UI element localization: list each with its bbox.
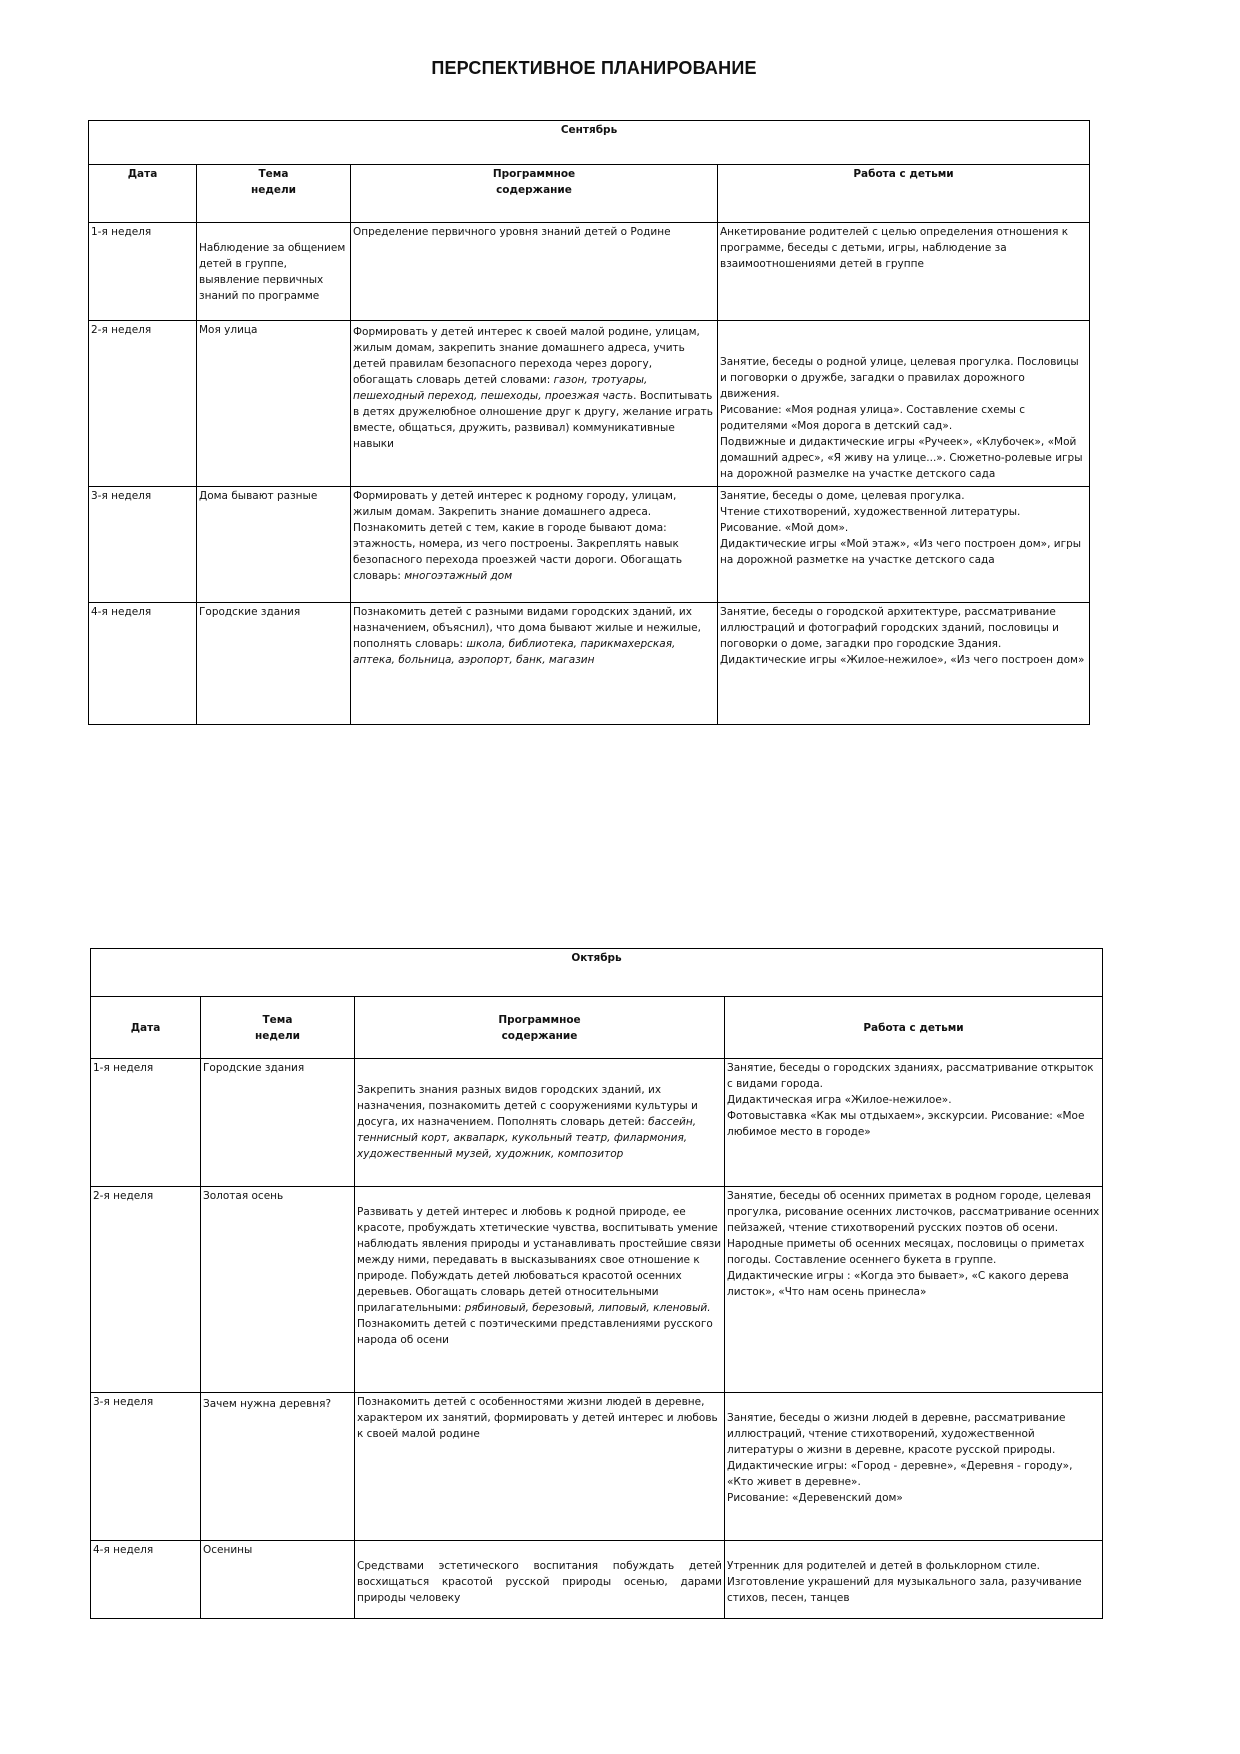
column-header-theme: Тема недели	[201, 997, 355, 1059]
table-row	[89, 603, 1090, 725]
work-cell: Занятие, беседы о городских зданиях, рассматривание открыток с видами города. Дидактическая игра «Жилое-нежилое». Фотовыставка «Как мы отдыхаем», экскурсии. Рисование: «Мое любимое место в городе»	[725, 1059, 1103, 1187]
work-text: Утренник для родителей и детей в фольклорном стиле. Изготовление украшений для музыкального зала, разучивание стихов, песен, танцев	[727, 1560, 1082, 1604]
vocabulary-words: школа, библиотека, парикмахерская, аптека, больница, аэропорт, банк, магазин	[353, 638, 676, 666]
week-cell: 3-я неделя	[91, 1393, 201, 1541]
content-cell	[351, 487, 718, 603]
week-cell: 4-я неделя	[91, 1541, 201, 1619]
work-text: Занятие, беседы о родной улице, целевая прогулка. Пословицы и поговорки о дружбе, загадки о правилах дорожного движения. Рисование: «Моя родная улица». Составление схемы с родителями «Моя дорога в детский сад». Подвижные и дидактические игры «Ручеек», «Клубочек», «Мой домашний адрес», «Я живу на улице...». Сюжетно-ролевые игры на дорожной размелке на участке детского сада	[720, 356, 1083, 480]
work-text: Занятие, беседы о жизни людей в деревне, рассматривание иллюстраций, чтение стихотворений, художественной литературы о жизни в деревне, красоте русской природы. Дидактические игры: «Город - деревне», «Деревня - городу», «Кто живет в деревне». Рисование: «Деревенский дом»	[727, 1412, 1073, 1504]
month-header: Сентябрь	[89, 121, 1090, 165]
content-text: . Воспитывать в детях дружелюбное олношение друг к другу, желание играть вместе, общаться, дружить, развивал) коммуникативные навыки	[353, 390, 713, 450]
column-header-work: Работа с детьми	[725, 997, 1103, 1059]
content-cell	[355, 1541, 725, 1619]
content-cell	[355, 1187, 725, 1393]
vocabulary-words: многоэтажный дом	[404, 570, 513, 582]
content-cell	[351, 603, 718, 725]
content-cell	[355, 1059, 725, 1187]
table-row	[89, 487, 1090, 603]
content-cell: Определение первичного уровня знаний детей о Родине	[351, 223, 718, 321]
week-cell: 3-я неделя	[89, 487, 197, 603]
table-row	[89, 223, 1090, 321]
vocabulary-words: бассейн, теннисный корт, аквапарк, кукольный театр, филармония, художественный музей, художник, композитор	[357, 1116, 697, 1160]
work-cell: Занятие, беседы о городской архитектуре, рассматривание иллюстраций и фотографий городских зданий, пословицы и поговорки о доме, загадки про городские Здания. Дидактические игры «Жилое-нежилое», «Из чего построен дом»	[718, 603, 1090, 725]
content-text: Формировать у детей интерес к родному городу, улицам, жилым домам. Закрепить знание домашнего адреса. Познакомить детей с тем, какие в городе бывают дома: этажность, номера, из чего построены. Закреплять навык безопасного перехода проезжей части дороги. Обогащать словарь:	[353, 490, 683, 582]
content-cell: Познакомить детей с особенностями жизни людей в деревне, характером их занятий, формировать у детей интерес и любовь к своей малой родине	[355, 1393, 725, 1541]
column-header-theme: Тема недели	[197, 165, 351, 223]
theme-cell	[201, 1393, 355, 1541]
work-cell: Занятие, беседы о доме, целевая прогулка. Чтение стихотворений, художественной литературы. Рисование. «Мой дом». Дидактические игры «Мой этаж», «Из чего построен дом», игры на дорожной разметке на участке детского сада	[718, 487, 1090, 603]
content-text: Познакомить детей с поэтическими представлениями русского народа об осени	[357, 1318, 713, 1346]
theme-cell: Дома бывают разные	[197, 487, 351, 603]
october-table	[90, 948, 1103, 1619]
table-row	[91, 1393, 1103, 1541]
work-cell	[725, 1541, 1103, 1619]
work-cell	[718, 321, 1090, 487]
work-cell: Анкетирование родителей с целью определения отношения к программе, беседы с детьми, игры, наблюдение за взаимоотношениями детей в группе	[718, 223, 1090, 321]
theme-cell: Моя улица	[197, 321, 351, 487]
vocabulary-words: рябиновый, березовый, липовый, кленовый.	[464, 1302, 711, 1314]
theme-cell: Осенины	[201, 1541, 355, 1619]
content-cell	[351, 321, 718, 487]
content-text: Закрепить знания разных видов городских зданий, их назначения, познакомить детей с сооружениями культуры и досуга, их назначением. Пополнять словарь детей:	[357, 1084, 698, 1128]
september-table	[88, 120, 1090, 725]
theme-text: Зачем нужна деревня?	[203, 1398, 332, 1410]
column-header-content: Программное содержание	[351, 165, 718, 223]
vocabulary-words: газон, тротуары, пешеходный переход, пешеходы, проезжая часть	[353, 374, 648, 402]
column-header-work: Работа с детьми	[718, 165, 1090, 223]
theme-cell: Городские здания	[201, 1059, 355, 1187]
column-header-date: Дата	[91, 997, 201, 1059]
week-cell: 2-я неделя	[91, 1187, 201, 1393]
table-row	[89, 321, 1090, 487]
table-row	[91, 1541, 1103, 1619]
column-header-date: Дата	[89, 165, 197, 223]
content-text: Познакомить детей с разными видами городских зданий, их назначением, объяснил), что дома бывают жилые и нежилые, пополнять словарь:	[353, 606, 701, 650]
week-cell: 2-я неделя	[89, 321, 197, 487]
theme-cell: Золотая осень	[201, 1187, 355, 1393]
table-row	[91, 1059, 1103, 1187]
week-cell: 1-я неделя	[91, 1059, 201, 1187]
work-cell	[725, 1393, 1103, 1541]
table-row	[91, 1187, 1103, 1393]
theme-text: Наблюдение за общением детей в группе, выявление первичных знаний по программе	[199, 242, 346, 302]
content-text: Формировать у детей интерес к своей малой родине, улицам, жилым домам, закрепить знание домашнего адреса, учить детей правилам безопасного перехода через дорогу, обогащать словарь детей словами:	[353, 326, 700, 386]
work-cell: Занятие, беседы об осенних приметах в родном городе, целевая прогулка, рисование осенних листочков, рассматривание осенних пейзажей, чтение стихотворений русских поэтов об осени. Народные приметы об осенних месяцах, пословицы о приметах погоды. Составление осеннего букета в группе. Дидактические игры : «Когда это бывает», «С какого дерева листок», «Что нам осень принесла»	[725, 1187, 1103, 1393]
week-cell: 4-я неделя	[89, 603, 197, 725]
month-header: Октябрь	[91, 949, 1103, 997]
page-title: ПЕРСПЕКТИВНОЕ ПЛАНИРОВАНИЕ	[431, 58, 757, 78]
column-header-content: Программное содержание	[355, 997, 725, 1059]
content-text: Развивать у детей интерес и любовь к родной природе, ее красоте, пробуждать хтетические чувства, воспитывать умение наблюдать явления природы и устанавливать простейшие связи между ними, передавать в высказываниях свое отношение к природе. Побуждать детей любоваться красотой осенних деревьев. Обогащать словарь детей относительными прилагательными:	[357, 1206, 722, 1314]
theme-cell: Городские здания	[197, 603, 351, 725]
week-cell: 1-я неделя	[89, 223, 197, 321]
theme-cell	[197, 223, 351, 321]
content-text: Средствами эстетического воспитания побуждать детей восхищаться красотой русской природы осенью, дарами природы человеку	[357, 1560, 722, 1604]
